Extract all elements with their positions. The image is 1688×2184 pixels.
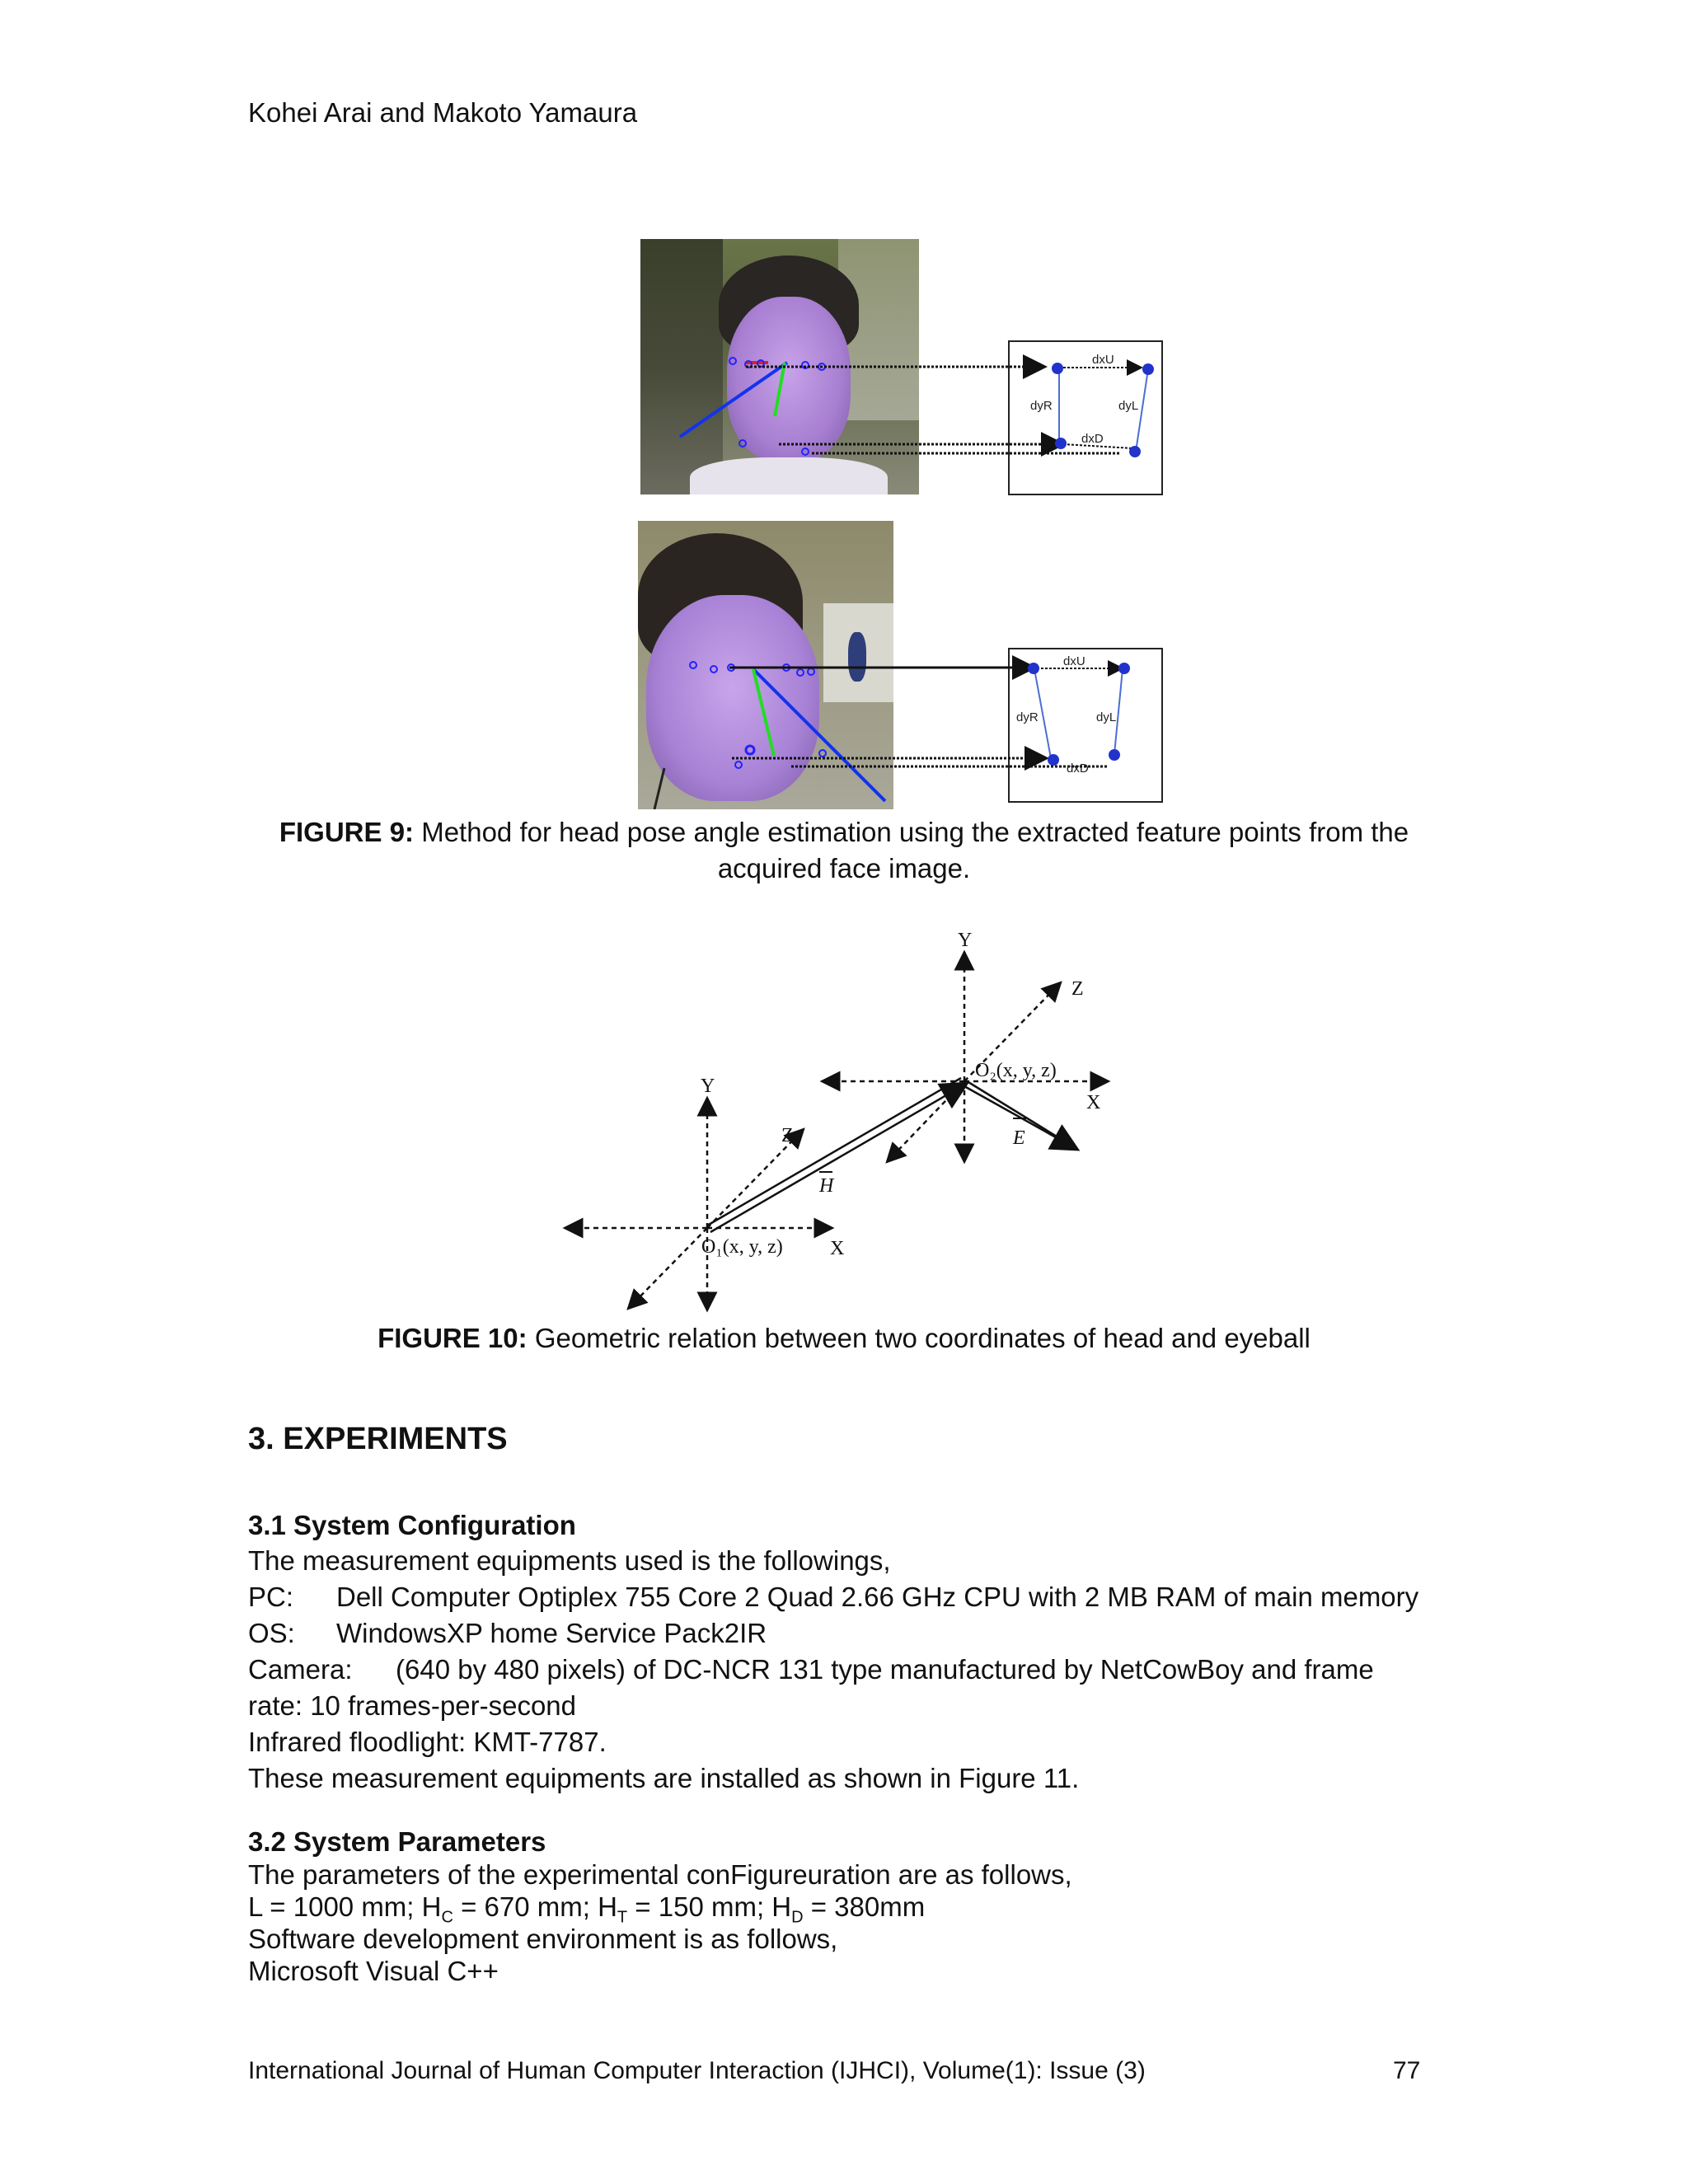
figure-9-caption-label: FIGURE 9: <box>279 817 415 847</box>
o2-axis-x-label: X <box>1086 1092 1101 1113</box>
params-intro: The parameters of the experimental conFigureuration are as follows, <box>248 1859 1072 1890</box>
figure-10-caption <box>247 1320 1441 1357</box>
camera-label: Camera: <box>248 1654 353 1685</box>
footer-journal: International Journal of Human Computer Interaction (IJHCI), Volume(1): Issue (3) <box>248 2057 1146 2084</box>
software-intro: Software development environment is as follows, <box>248 1924 838 1954</box>
o1-origin-label: O₁(x, y, z) <box>701 1236 783 1258</box>
label-dyL-top: dyL <box>1118 399 1139 413</box>
page-number: 77 <box>1393 2057 1421 2084</box>
params-line <box>248 1891 925 1928</box>
floodlight-line: Infrared floodlight: KMT-7787. <box>248 1727 607 1757</box>
pc-value: Dell Computer Optiplex 755 Core 2 Quad 2.66 GHz CPU with 2 MB RAM of main memory <box>336 1582 1419 1612</box>
camera-value-cont: rate: 10 frames-per-second <box>248 1690 577 1721</box>
os-label: OS: <box>248 1618 295 1648</box>
o1-axis-z-label: Z <box>781 1125 794 1146</box>
label-dxU-top: dxU <box>1092 353 1114 367</box>
o2-origin-label: O₂(x, y, z) <box>975 1060 1057 1081</box>
figure-10-caption-label: FIGURE 10: <box>377 1323 528 1353</box>
label-dyR-bottom: dyR <box>1016 710 1039 724</box>
label-dyL-bottom: dyL <box>1096 710 1117 724</box>
param-l: L = 1000 mm; H <box>248 1891 442 1922</box>
param-hc: = 670 mm; H <box>452 1891 617 1922</box>
o2-axis-y-label: Y <box>958 930 973 951</box>
label-dxD-top: dxD <box>1081 432 1104 446</box>
o1-axis-y-label: Y <box>701 1076 715 1097</box>
label-dxU-bottom: dxU <box>1063 654 1085 668</box>
o1-axis-x-label: X <box>830 1238 845 1259</box>
param-hd-sub: D <box>791 1908 804 1927</box>
param-ht-sub: T <box>617 1908 628 1927</box>
config-intro: The measurement equipments used is the followings, <box>248 1545 891 1576</box>
param-ht: = 150 mm; H <box>627 1891 792 1922</box>
running-header: Kohei Arai and Makoto Yamaura <box>248 97 638 128</box>
figure-9-caption-text: Method for head pose angle estimation using the extracted feature points from the acquired face image. <box>421 817 1409 883</box>
vector-h-label: H <box>819 1175 834 1197</box>
param-hd: = 380mm <box>803 1891 926 1922</box>
camera-value: (640 by 480 pixels) of DC-NCR 131 type manufactured by NetCowBoy and frame <box>396 1654 1374 1685</box>
software-value: Microsoft Visual C++ <box>248 1956 499 1986</box>
subsection-3-1-heading: 3.1 System Configuration <box>248 1510 576 1540</box>
figure-10-caption-text: Geometric relation between two coordinates of head and eyeball <box>534 1323 1311 1353</box>
label-dyR-top: dyR <box>1030 399 1053 413</box>
os-value: WindowsXP home Service Pack2IR <box>336 1618 767 1648</box>
vector-e-label: E <box>1013 1127 1025 1149</box>
param-hc-sub: C <box>441 1908 453 1927</box>
pc-label: PC: <box>248 1582 294 1612</box>
label-dxD-bottom: dxD <box>1067 762 1089 776</box>
subsection-3-2-heading: 3.2 System Parameters <box>248 1826 546 1857</box>
installed-line: These measurement equipments are installed as shown in Figure 11. <box>248 1763 1080 1793</box>
o2-axis-z-label: Z <box>1071 978 1084 1000</box>
section-heading: 3. EXPERIMENTS <box>248 1422 508 1456</box>
